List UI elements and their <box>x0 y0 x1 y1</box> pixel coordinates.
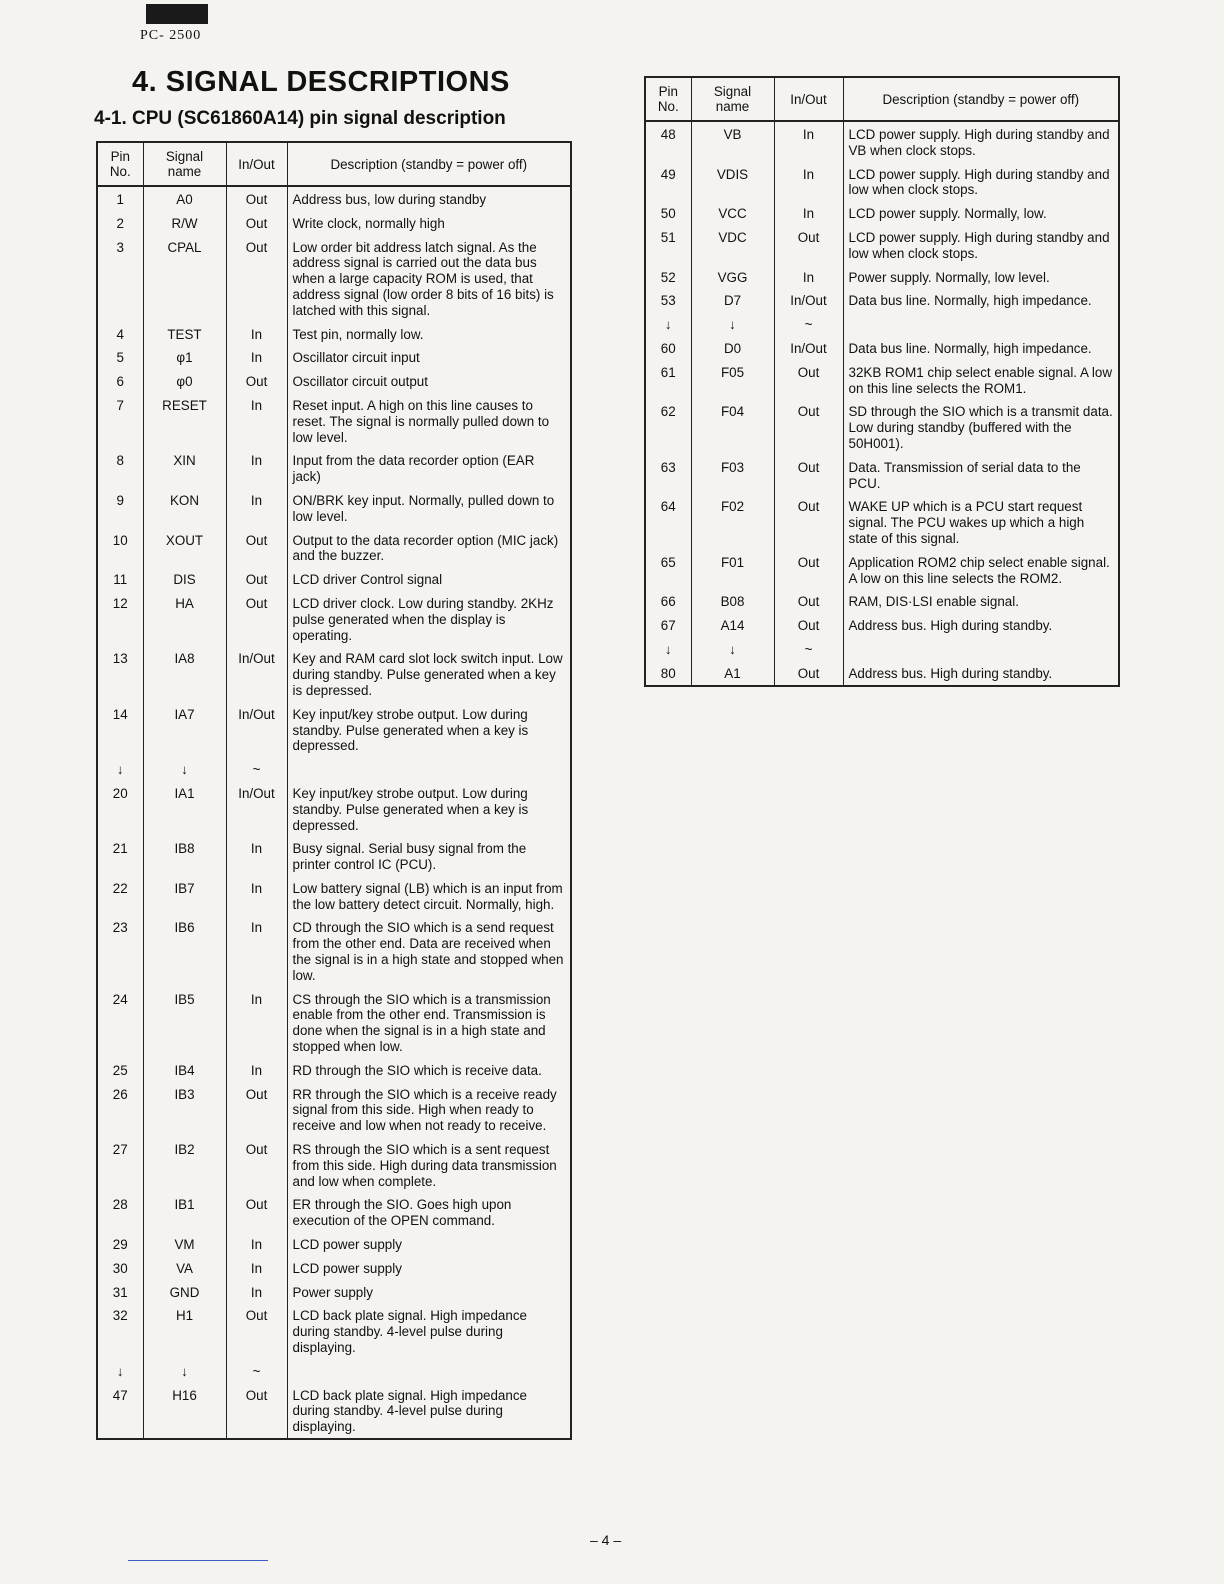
table-row <box>97 1232 571 1256</box>
in-out-cell: Out <box>226 1192 287 1232</box>
description-cell: ER through the SIO. Goes high upon execution of the OPEN command. <box>287 1192 571 1232</box>
in-out-cell: Out <box>774 455 843 495</box>
description-cell: RAM, DIS·LSI enable signal. <box>843 589 1119 613</box>
signal-cell: IA1 <box>143 781 226 836</box>
description-cell: LCD power supply <box>287 1256 571 1280</box>
signal-cell: D0 <box>691 336 774 360</box>
signal-cell: RESET <box>143 393 226 448</box>
in-out-cell: Out <box>774 399 843 454</box>
pin-cell: 9 <box>97 488 143 528</box>
header-in-out: In/Out <box>774 77 843 121</box>
table-row <box>97 702 571 757</box>
table-row <box>97 567 571 591</box>
pin-cell: 48 <box>645 121 691 162</box>
in-out-cell: In/Out <box>226 646 287 701</box>
pin-cell: 26 <box>97 1082 143 1137</box>
in-out-cell: Out <box>226 528 287 568</box>
in-out-cell: Out <box>774 360 843 400</box>
description-cell: LCD power supply. High during standby and low when clock stops. <box>843 225 1119 265</box>
in-out-cell: Out <box>226 186 287 211</box>
in-out-cell: Out <box>226 235 287 322</box>
table-row <box>97 211 571 235</box>
table-row <box>645 201 1119 225</box>
signal-cell: VCC <box>691 201 774 225</box>
header-in-out: In/Out <box>226 142 287 186</box>
pin-cell: 30 <box>97 1256 143 1280</box>
description-cell: RD through the SIO which is receive data. <box>287 1058 571 1082</box>
signal-cell: HA <box>143 591 226 646</box>
description-cell: 32KB ROM1 chip select enable signal. A low on this line selects the ROM1. <box>843 360 1119 400</box>
table-row <box>97 876 571 916</box>
signal-cell: KON <box>143 488 226 528</box>
description-cell: Oscillator circuit input <box>287 345 571 369</box>
table-row <box>97 1058 571 1082</box>
table-row <box>645 225 1119 265</box>
header-signal: Signal name <box>691 77 774 121</box>
description-cell: Output to the data recorder option (MIC jack) and the buzzer. <box>287 528 571 568</box>
table-row <box>645 589 1119 613</box>
pin-cell: 10 <box>97 528 143 568</box>
signal-cell: VDC <box>691 225 774 265</box>
table-row <box>97 781 571 836</box>
description-cell: Address bus, low during standby <box>287 186 571 211</box>
in-out-cell: Out <box>774 661 843 686</box>
description-cell: RR through the SIO which is a receive ready signal from this side. High when ready to receive and low when not ready to receive. <box>287 1082 571 1137</box>
table-row <box>97 528 571 568</box>
in-out-cell: In <box>774 162 843 202</box>
description-cell: Low battery signal (LB) which is an input from the low battery detect circuit. Normally, high. <box>287 876 571 916</box>
description-cell: Power supply. Normally, low level. <box>843 265 1119 289</box>
pin-cell: 52 <box>645 265 691 289</box>
table-header-row <box>645 77 1119 121</box>
table-row <box>645 121 1119 162</box>
in-out-cell: In/Out <box>774 336 843 360</box>
pin-cell: 14 <box>97 702 143 757</box>
description-cell: Busy signal. Serial busy signal from the printer control IC (PCU). <box>287 836 571 876</box>
pin-cell: 27 <box>97 1137 143 1192</box>
pin-cell: 3 <box>97 235 143 322</box>
pin-cell: 20 <box>97 781 143 836</box>
pin-cell: 31 <box>97 1280 143 1304</box>
description-cell: Key and RAM card slot lock switch input. Low during standby. Pulse generated when a key is depressed. <box>287 646 571 701</box>
signal-cell: F05 <box>691 360 774 400</box>
pin-cell: 4 <box>97 322 143 346</box>
description-cell: SD through the SIO which is a transmit data. Low during standby (buffered with the 50H001). <box>843 399 1119 454</box>
signal-cell: IB5 <box>143 987 226 1058</box>
description-cell: CD through the SIO which is a send request from the other end. Data are received when the signal is in a high state and stopped when low. <box>287 915 571 986</box>
description-cell: LCD power supply. High during standby and low when clock stops. <box>843 162 1119 202</box>
description-cell: LCD power supply. High during standby and VB when clock stops. <box>843 121 1119 162</box>
pin-cell: 13 <box>97 646 143 701</box>
pin-cell: 62 <box>645 399 691 454</box>
description-cell: Power supply <box>287 1280 571 1304</box>
pin-cell: 32 <box>97 1303 143 1358</box>
signal-cell: IA7 <box>143 702 226 757</box>
table-row <box>97 186 571 211</box>
table-row <box>645 399 1119 454</box>
table-row <box>97 987 571 1058</box>
pin-cell: 22 <box>97 876 143 916</box>
header-signal: Signal name <box>143 142 226 186</box>
pin-cell: 80 <box>645 661 691 686</box>
in-out-cell: In <box>226 836 287 876</box>
pin-cell: 63 <box>645 455 691 495</box>
model-label: PC- 2500 <box>140 28 202 43</box>
in-out-cell: In <box>226 1058 287 1082</box>
in-out-cell: In/Out <box>226 781 287 836</box>
table-row <box>97 1303 571 1358</box>
in-out-cell: In <box>226 393 287 448</box>
pin-cell: 7 <box>97 393 143 448</box>
table-row <box>97 1383 571 1439</box>
pin-cell: 25 <box>97 1058 143 1082</box>
pin-cell: 53 <box>645 288 691 312</box>
table-row <box>97 488 571 528</box>
signal-cell: F02 <box>691 494 774 549</box>
pin-cell: 2 <box>97 211 143 235</box>
description-cell: LCD back plate signal. High impedance during standby. 4-level pulse during displaying. <box>287 1303 571 1358</box>
table-row <box>645 494 1119 549</box>
in-out-cell: Out <box>774 494 843 549</box>
signal-cell: ↓ <box>143 757 226 781</box>
table-header-row <box>97 142 571 186</box>
in-out-cell: Out <box>226 211 287 235</box>
signal-cell: IB8 <box>143 836 226 876</box>
header-tab-mark <box>146 4 208 24</box>
in-out-cell: In <box>774 121 843 162</box>
description-cell: Data. Transmission of serial data to the PCU. <box>843 455 1119 495</box>
pin-cell: 12 <box>97 591 143 646</box>
pin-cell: 61 <box>645 360 691 400</box>
pin-cell: 8 <box>97 448 143 488</box>
in-out-cell: In <box>226 1280 287 1304</box>
table-row <box>645 550 1119 590</box>
table-row <box>97 369 571 393</box>
table-row <box>645 661 1119 686</box>
table-row <box>645 637 1119 661</box>
signal-cell: F04 <box>691 399 774 454</box>
signal-cell: VGG <box>691 265 774 289</box>
section-title: 4. SIGNAL DESCRIPTIONS <box>132 66 510 98</box>
pin-cell: 23 <box>97 915 143 986</box>
description-cell: WAKE UP which is a PCU start request signal. The PCU wakes up which a high state of this signal. <box>843 494 1119 549</box>
pin-cell: 21 <box>97 836 143 876</box>
description-cell <box>287 1359 571 1383</box>
subsection-title: 4-1. CPU (SC61860A14) pin signal description <box>94 108 506 129</box>
in-out-cell: In <box>774 201 843 225</box>
signal-cell: CPAL <box>143 235 226 322</box>
description-cell: LCD driver Control signal <box>287 567 571 591</box>
signal-cell: F01 <box>691 550 774 590</box>
table-row <box>645 336 1119 360</box>
description-cell <box>843 312 1119 336</box>
pin-cell: 47 <box>97 1383 143 1439</box>
table-row <box>645 455 1119 495</box>
pin-cell: 11 <box>97 567 143 591</box>
pin-cell: 64 <box>645 494 691 549</box>
table-row <box>97 345 571 369</box>
description-cell: LCD back plate signal. High impedance during standby. 4-level pulse during displaying. <box>287 1383 571 1439</box>
table-row <box>97 322 571 346</box>
signal-cell: GND <box>143 1280 226 1304</box>
signal-cell: H1 <box>143 1303 226 1358</box>
signal-cell: F03 <box>691 455 774 495</box>
table-row <box>97 1256 571 1280</box>
signal-cell: IB4 <box>143 1058 226 1082</box>
table-row <box>97 757 571 781</box>
header-pin: Pin No. <box>645 77 691 121</box>
signal-cell: ↓ <box>691 637 774 661</box>
pin-cell: 1 <box>97 186 143 211</box>
signal-cell: H16 <box>143 1383 226 1439</box>
pin-cell: ↓ <box>645 312 691 336</box>
table-row <box>97 591 571 646</box>
description-cell: Reset input. A high on this line causes to reset. The signal is normally pulled down to low level. <box>287 393 571 448</box>
pin-cell: 60 <box>645 336 691 360</box>
signal-cell: A1 <box>691 661 774 686</box>
signal-cell: IB1 <box>143 1192 226 1232</box>
table-row <box>97 235 571 322</box>
pin-cell: 6 <box>97 369 143 393</box>
in-out-cell: Out <box>226 1383 287 1439</box>
signal-cell: D7 <box>691 288 774 312</box>
signal-cell: A14 <box>691 613 774 637</box>
description-cell: Test pin, normally low. <box>287 322 571 346</box>
description-cell: LCD power supply <box>287 1232 571 1256</box>
page-number: – 4 – <box>590 1532 622 1548</box>
signal-cell: φ1 <box>143 345 226 369</box>
signal-cell: IB2 <box>143 1137 226 1192</box>
pin-cell: 28 <box>97 1192 143 1232</box>
pin-cell: 24 <box>97 987 143 1058</box>
signal-cell: VB <box>691 121 774 162</box>
description-cell: Write clock, normally high <box>287 211 571 235</box>
table-row <box>97 1137 571 1192</box>
description-cell: Address bus. High during standby. <box>843 613 1119 637</box>
signal-cell: VDIS <box>691 162 774 202</box>
header-description: Description (standby = power off) <box>843 77 1119 121</box>
table-row <box>97 836 571 876</box>
description-cell: CS through the SIO which is a transmission enable from the other end. Transmission is done when the signal is in a high state and stopped when low. <box>287 987 571 1058</box>
description-cell: Input from the data recorder option (EAR jack) <box>287 448 571 488</box>
table-row <box>97 448 571 488</box>
in-out-cell: In <box>226 322 287 346</box>
signal-cell: B08 <box>691 589 774 613</box>
description-cell: Application ROM2 chip select enable signal. A low on this line selects the ROM2. <box>843 550 1119 590</box>
signal-cell: IB3 <box>143 1082 226 1137</box>
in-out-cell: Out <box>226 1137 287 1192</box>
in-out-cell: In/Out <box>226 702 287 757</box>
table-row <box>645 360 1119 400</box>
in-out-cell: ~ <box>774 312 843 336</box>
in-out-cell: Out <box>226 369 287 393</box>
signal-cell: ↓ <box>691 312 774 336</box>
in-out-cell: In <box>226 1232 287 1256</box>
description-cell: Data bus line. Normally, high impedance. <box>843 288 1119 312</box>
signal-cell: A0 <box>143 186 226 211</box>
in-out-cell: In <box>226 1256 287 1280</box>
signal-cell: VA <box>143 1256 226 1280</box>
in-out-cell: Out <box>226 567 287 591</box>
in-out-cell: Out <box>774 613 843 637</box>
in-out-cell: ~ <box>226 1359 287 1383</box>
in-out-cell: Out <box>774 225 843 265</box>
table-row <box>645 288 1119 312</box>
signal-cell: XIN <box>143 448 226 488</box>
table-row <box>645 265 1119 289</box>
in-out-cell: ~ <box>774 637 843 661</box>
in-out-cell: In <box>226 448 287 488</box>
in-out-cell: Out <box>226 1082 287 1137</box>
signal-cell: IA8 <box>143 646 226 701</box>
table-row <box>97 646 571 701</box>
description-cell: RS through the SIO which is a sent request from this side. High during data transmission and low when complete. <box>287 1137 571 1192</box>
table-row <box>97 915 571 986</box>
description-cell: Address bus. High during standby. <box>843 661 1119 686</box>
signal-table-right <box>644 76 1120 687</box>
in-out-cell: In/Out <box>774 288 843 312</box>
pin-cell: ↓ <box>97 1359 143 1383</box>
in-out-cell: In <box>226 488 287 528</box>
table-row <box>645 613 1119 637</box>
header-description: Description (standby = power off) <box>287 142 571 186</box>
pin-cell: 65 <box>645 550 691 590</box>
pin-cell: 49 <box>645 162 691 202</box>
description-cell: Oscillator circuit output <box>287 369 571 393</box>
in-out-cell: In <box>226 915 287 986</box>
description-cell: Data bus line. Normally, high impedance. <box>843 336 1119 360</box>
table-row <box>97 393 571 448</box>
signal-table-left <box>96 141 572 1440</box>
description-cell <box>843 637 1119 661</box>
description-cell: LCD power supply. Normally, low. <box>843 201 1119 225</box>
in-out-cell: Out <box>774 550 843 590</box>
signal-cell: φ0 <box>143 369 226 393</box>
signal-cell: DIS <box>143 567 226 591</box>
pin-cell: ↓ <box>645 637 691 661</box>
in-out-cell: Out <box>226 1303 287 1358</box>
in-out-cell: In <box>226 987 287 1058</box>
table-row <box>97 1359 571 1383</box>
footer-rule <box>128 1560 268 1561</box>
header-pin: Pin No. <box>97 142 143 186</box>
description-cell: Low order bit address latch signal. As the address signal is carried out the data bus when a large capacity ROM is used, that address signal (low order 8 bits of 16 bits) is latched with this signal. <box>287 235 571 322</box>
signal-cell: TEST <box>143 322 226 346</box>
table-row <box>645 312 1119 336</box>
signal-cell: IB7 <box>143 876 226 916</box>
pin-cell: ↓ <box>97 757 143 781</box>
in-out-cell: Out <box>774 589 843 613</box>
description-cell: Key input/key strobe output. Low during standby. Pulse generated when a key is depressed. <box>287 702 571 757</box>
description-cell <box>287 757 571 781</box>
in-out-cell: Out <box>226 591 287 646</box>
in-out-cell: In <box>774 265 843 289</box>
description-cell: ON/BRK key input. Normally, pulled down to low level. <box>287 488 571 528</box>
table-row <box>97 1082 571 1137</box>
pin-cell: 67 <box>645 613 691 637</box>
pin-cell: 51 <box>645 225 691 265</box>
signal-cell: XOUT <box>143 528 226 568</box>
table-row <box>97 1192 571 1232</box>
pin-cell: 50 <box>645 201 691 225</box>
signal-cell: VM <box>143 1232 226 1256</box>
pin-cell: 66 <box>645 589 691 613</box>
in-out-cell: In <box>226 345 287 369</box>
table-row <box>645 162 1119 202</box>
signal-cell: ↓ <box>143 1359 226 1383</box>
description-cell: LCD driver clock. Low during standby. 2KHz pulse generated when the display is operating. <box>287 591 571 646</box>
table-row <box>97 1280 571 1304</box>
in-out-cell: In <box>226 876 287 916</box>
in-out-cell: ~ <box>226 757 287 781</box>
signal-cell: R/W <box>143 211 226 235</box>
pin-cell: 29 <box>97 1232 143 1256</box>
signal-cell: IB6 <box>143 915 226 986</box>
pin-cell: 5 <box>97 345 143 369</box>
description-cell: Key input/key strobe output. Low during standby. Pulse generated when a key is depressed. <box>287 781 571 836</box>
